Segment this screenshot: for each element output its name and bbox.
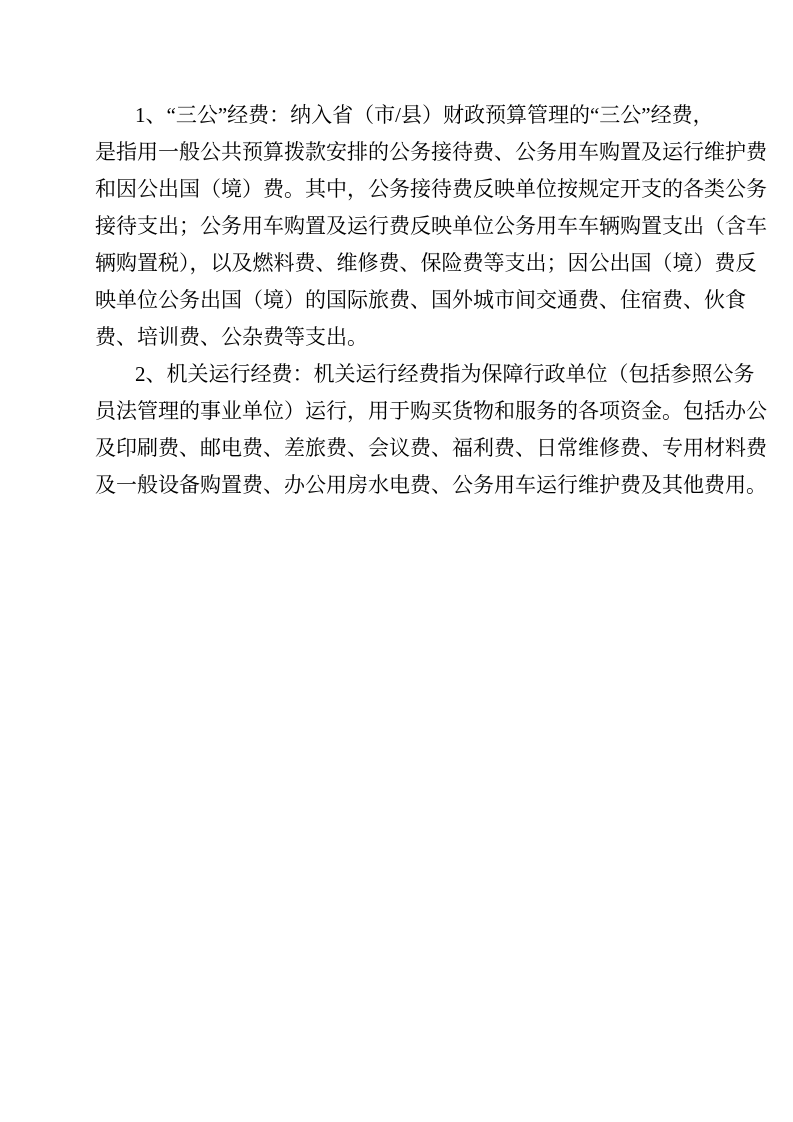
text-line: 和因公出国（境）费。其中，公务接待费反映单位按规定开支的各类公务 [95,177,767,201]
text-line: 映单位公务出国（境）的国际旅费、国外城市间交通费、住宿费、伙食 [95,288,746,312]
paragraph-three-public-expenses [95,97,767,356]
text-line: 辆购置税），以及燃料费、维修费、保险费等支出；因公出国（境）费反 [95,251,757,275]
document-body [95,97,767,504]
text-line: 及一般设备购置费、办公用房水电费、公务用车运行维护费及其他费用。 [95,473,767,497]
text-line: 员法管理的事业单位）运行，用于购买货物和服务的各项资金。包括办公 [95,399,767,423]
text-line: 费、培训费、公杂费等支出。 [95,325,368,349]
paragraph-agency-operating-expenses [95,356,767,504]
text-line: 1、“三公”经费：纳入省（市/县）财政预算管理的“三公”经费， [135,103,714,127]
text-line: 2、机关运行经费：机关运行经费指为保障行政单位（包括参照公务 [135,362,755,386]
text-line: 是指用一般公共预算拨款安排的公务接待费、公务用车购置及运行维护费 [95,140,767,164]
text-line: 接待支出；公务用车购置及运行费反映单位公务用车车辆购置支出（含车 [95,214,767,238]
text-line: 及印刷费、邮电费、差旅费、会议费、福利费、日常维修费、专用材料费 [95,436,767,460]
